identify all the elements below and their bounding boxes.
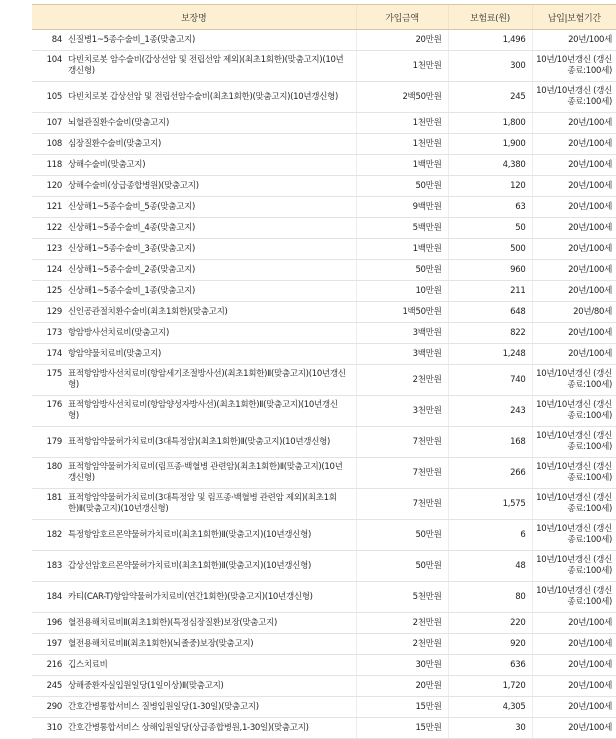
coverage-cell: [32, 30, 356, 51]
amount-cell: 1백만원: [356, 155, 448, 176]
row-number: 129: [46, 306, 62, 317]
table-row: [32, 582, 616, 613]
table-row: [32, 458, 616, 489]
premium-cell: 80: [448, 582, 532, 613]
table-row: [32, 551, 616, 582]
coverage-cell: [32, 697, 356, 718]
coverage-name: 카티(CAR-T)항암약물허가치료비(연간1회한)(맞춤고지)(10년갱신형): [68, 591, 313, 602]
coverage-name: 신상해1~5종수술비_4종(맞춤고지): [68, 222, 196, 233]
term-cell: 20년/100세: [532, 30, 616, 51]
coverage-cell: [32, 613, 356, 634]
coverage-cell: [32, 365, 356, 396]
coverage-name: 항암약물치료비(맞춤고지): [68, 348, 162, 359]
coverage-name: 혈전용해치료비Ⅱ(최초1회한)(뇌졸중)보장(맞춤고지): [68, 638, 254, 649]
term-cell: 10년/10년갱신 (갱신종료:100세): [532, 458, 616, 489]
amount-cell: 5백만원: [356, 218, 448, 239]
row-number: 107: [46, 117, 62, 128]
table-row: [32, 82, 616, 113]
coverage-name: 간호간병통합서비스 상해입원일당(상급종합병원,1-30일)(맞춤고지): [68, 722, 309, 733]
amount-cell: 9백만원: [356, 197, 448, 218]
coverage-name: 항암방사선치료비(맞춤고지): [68, 327, 169, 338]
amount-cell: 3천만원: [356, 396, 448, 427]
coverage-name: 신상해1~5종수술비_1종(맞춤고지): [68, 285, 196, 296]
amount-cell: 20만원: [356, 676, 448, 697]
premium-cell: 6: [448, 520, 532, 551]
coverage-cell: [32, 197, 356, 218]
coverage-cell: [32, 427, 356, 458]
coverage-cell: [32, 281, 356, 302]
premium-cell: 120: [448, 176, 532, 197]
coverage-name: 뇌혈관질환수술비(맞춤고지): [68, 117, 169, 128]
coverage-name: 표적항암방사선치료비(항암세기조절방사선)(최초1회한)Ⅱ(맞춤고지)(10년갱신형): [68, 369, 346, 390]
premium-cell: 740: [448, 365, 532, 396]
table-row: [32, 718, 616, 739]
term-cell: 10년/10년갱신 (갱신종료:100세): [532, 396, 616, 427]
premium-cell: 220: [448, 613, 532, 634]
premium-cell: 960: [448, 260, 532, 281]
coverage-name: 신상해1~5종수술비_2종(맞춤고지): [68, 264, 196, 275]
amount-cell: 10만원: [356, 281, 448, 302]
coverage-cell: [32, 634, 356, 655]
amount-cell: 1백만원: [356, 239, 448, 260]
term-cell: 10년/10년갱신 (갱신종료:100세): [532, 520, 616, 551]
table-row: [32, 396, 616, 427]
row-number: 84: [51, 34, 62, 45]
header-coverage-name: 보장명: [32, 5, 356, 30]
premium-cell: 48: [448, 551, 532, 582]
premium-cell: 4,305: [448, 697, 532, 718]
table-row: [32, 302, 616, 323]
term-cell: 20년/100세: [532, 218, 616, 239]
coverage-name: 신상해1~5종수술비_3종(맞춤고지): [68, 243, 196, 254]
amount-cell: 50만원: [356, 551, 448, 582]
table-row: [32, 113, 616, 134]
coverage-cell: [32, 239, 356, 260]
table-row: [32, 260, 616, 281]
term-cell: 20년/100세: [532, 697, 616, 718]
amount-cell: 30만원: [356, 655, 448, 676]
coverage-cell: [32, 176, 356, 197]
table-row: [32, 176, 616, 197]
amount-cell: 7천만원: [356, 427, 448, 458]
amount-cell: 7천만원: [356, 458, 448, 489]
amount-cell: 20만원: [356, 30, 448, 51]
coverage-table-container: [32, 4, 612, 739]
amount-cell: 1백50만원: [356, 302, 448, 323]
row-number: 182: [46, 529, 62, 540]
coverage-cell: [32, 676, 356, 697]
table-header: [32, 5, 616, 30]
coverage-cell: [32, 396, 356, 427]
amount-cell: 1천만원: [356, 51, 448, 82]
premium-cell: 500: [448, 239, 532, 260]
table-row: [32, 489, 616, 520]
coverage-name: 갑상선암호르몬약물허가치료비(최초1회한)Ⅱ(맞춤고지)(10년갱신형): [68, 560, 311, 571]
premium-cell: 822: [448, 323, 532, 344]
premium-cell: 211: [448, 281, 532, 302]
table-body: [32, 30, 616, 739]
row-number: 125: [46, 285, 62, 296]
coverage-cell: [32, 718, 356, 739]
premium-cell: 30: [448, 718, 532, 739]
premium-cell: 245: [448, 82, 532, 113]
row-number: 183: [46, 560, 62, 571]
row-number: 184: [46, 591, 62, 602]
premium-cell: 266: [448, 458, 532, 489]
coverage-name: 상해수술비(상급종합병원)(맞춤고지): [68, 180, 199, 191]
premium-cell: 1,900: [448, 134, 532, 155]
term-cell: 20년/100세: [532, 613, 616, 634]
table-row: [32, 613, 616, 634]
coverage-name: 다빈치로봇 갑상선암 및 전립선암수술비(최초1회한)(맞춤고지)(10년갱신형): [68, 91, 339, 102]
term-cell: 20년/100세: [532, 676, 616, 697]
amount-cell: 15만원: [356, 718, 448, 739]
amount-cell: 7천만원: [356, 489, 448, 520]
coverage-cell: [32, 520, 356, 551]
row-number: 108: [46, 138, 62, 149]
row-number: 216: [46, 659, 62, 670]
term-cell: 10년/10년갱신 (갱신종료:100세): [532, 489, 616, 520]
premium-cell: 243: [448, 396, 532, 427]
amount-cell: 1천만원: [356, 113, 448, 134]
table-row: [32, 155, 616, 176]
header-premium: 보험료(원): [448, 5, 532, 30]
coverage-name: 신상해1~5종수술비_5종(맞춤고지): [68, 201, 196, 212]
coverage-name: 특정항암호르몬약물허가치료비(최초1회한)Ⅱ(맞춤고지)(10년갱신형): [68, 529, 311, 540]
premium-cell: 1,720: [448, 676, 532, 697]
table-row: [32, 51, 616, 82]
table-row: [32, 218, 616, 239]
premium-cell: 300: [448, 51, 532, 82]
row-number: 123: [46, 243, 62, 254]
row-number: 122: [46, 222, 62, 233]
premium-cell: 1,496: [448, 30, 532, 51]
row-number: 174: [46, 348, 62, 359]
row-number: 173: [46, 327, 62, 338]
coverage-name: 심장질환수술비(맞춤고지): [68, 138, 162, 149]
table-row: [32, 676, 616, 697]
table-row: [32, 520, 616, 551]
premium-cell: 50: [448, 218, 532, 239]
amount-cell: 2천만원: [356, 365, 448, 396]
term-cell: 20년/80세: [532, 302, 616, 323]
header-amount: 가입금액: [356, 5, 448, 30]
row-number: 120: [46, 180, 62, 191]
coverage-cell: [32, 655, 356, 676]
table-row: [32, 344, 616, 365]
coverage-cell: [32, 260, 356, 281]
row-number: 105: [46, 91, 62, 102]
table-row: [32, 697, 616, 718]
premium-cell: 1,248: [448, 344, 532, 365]
term-cell: 20년/100세: [532, 134, 616, 155]
coverage-cell: [32, 344, 356, 365]
amount-cell: 5천만원: [356, 582, 448, 613]
amount-cell: 2천만원: [356, 634, 448, 655]
row-number: 176: [46, 400, 62, 410]
coverage-name: 표적항암방사선치료비(항암양성자방사선)(최초1회한)Ⅱ(맞춤고지)(10년갱신형): [68, 400, 338, 421]
term-cell: 20년/100세: [532, 260, 616, 281]
coverage-name: 상해수술비(맞춤고지): [68, 159, 146, 170]
amount-cell: 50만원: [356, 520, 448, 551]
term-cell: 20년/100세: [532, 281, 616, 302]
term-cell: 10년/10년갱신 (갱신종료:100세): [532, 82, 616, 113]
term-cell: 10년/10년갱신 (갱신종료:100세): [532, 51, 616, 82]
term-cell: 20년/100세: [532, 718, 616, 739]
row-number: 245: [46, 680, 62, 691]
premium-cell: 1,800: [448, 113, 532, 134]
term-cell: 20년/100세: [532, 655, 616, 676]
coverage-cell: [32, 489, 356, 520]
header-term: 납입|보험기간: [532, 5, 616, 30]
coverage-name: 혈전용해치료비Ⅱ(최초1회한)(특정심장질환)보장(맞춤고지): [68, 617, 278, 628]
table-row: [32, 427, 616, 458]
amount-cell: 1천만원: [356, 134, 448, 155]
coverage-name: 표적항암약물허가치료비(3대특정암 및 림프종·백혈병 관련암 제외)(최초1회한)Ⅱ(맞춤고지)(10년갱신형): [68, 493, 337, 514]
coverage-cell: [32, 113, 356, 134]
row-number: 121: [46, 201, 62, 212]
row-number: 124: [46, 264, 62, 275]
term-cell: 20년/100세: [532, 323, 616, 344]
term-cell: 20년/100세: [532, 176, 616, 197]
row-number: 175: [46, 369, 62, 379]
coverage-name: 신질병1~5종수술비_1종(맞춤고지): [68, 34, 196, 45]
term-cell: 10년/10년갱신 (갱신종료:100세): [532, 365, 616, 396]
coverage-name: 다빈치로봇 암수술비(갑상선암 및 전립선암 제외)(최초1회한)(맞춤고지)(10년갱신형): [68, 55, 344, 76]
table-row: [32, 634, 616, 655]
row-number: 196: [46, 617, 62, 628]
coverage-name: 간호간병통합서비스 질병입원일당(1-30일)(맞춤고지): [68, 701, 259, 712]
term-cell: 10년/10년갱신 (갱신종료:100세): [532, 582, 616, 613]
row-number: 310: [46, 722, 62, 733]
coverage-name: 상해중환자실입원일당(1일이상)Ⅱ(맞춤고지): [68, 680, 224, 691]
term-cell: 10년/10년갱신 (갱신종료:100세): [532, 427, 616, 458]
term-cell: 20년/100세: [532, 344, 616, 365]
row-number: 118: [46, 159, 62, 170]
coverage-cell: [32, 551, 356, 582]
term-cell: 20년/100세: [532, 634, 616, 655]
term-cell: 20년/100세: [532, 197, 616, 218]
row-number: 179: [46, 436, 62, 447]
premium-cell: 636: [448, 655, 532, 676]
premium-cell: 4,380: [448, 155, 532, 176]
premium-cell: 648: [448, 302, 532, 323]
coverage-cell: [32, 323, 356, 344]
term-cell: 20년/100세: [532, 113, 616, 134]
table-row: [32, 281, 616, 302]
row-number: 181: [46, 493, 62, 503]
coverage-name: 표적항암약물허가치료비(림프종·백혈병 관련암)(최초1회한)Ⅱ(맞춤고지)(10년갱신형): [68, 462, 343, 483]
row-number: 197: [46, 638, 62, 649]
table-row: [32, 323, 616, 344]
amount-cell: 50만원: [356, 176, 448, 197]
coverage-cell: [32, 302, 356, 323]
coverage-cell: [32, 134, 356, 155]
coverage-cell: [32, 218, 356, 239]
table-row: [32, 365, 616, 396]
coverage-cell: [32, 155, 356, 176]
coverage-cell: [32, 51, 356, 82]
premium-cell: 920: [448, 634, 532, 655]
coverage-cell: [32, 582, 356, 613]
coverage-cell: [32, 458, 356, 489]
premium-cell: 1,575: [448, 489, 532, 520]
coverage-name: 표적항암약물허가치료비(3대특정암)(최초1회한)Ⅱ(맞춤고지)(10년갱신형): [68, 436, 331, 447]
premium-cell: 168: [448, 427, 532, 458]
amount-cell: 3백만원: [356, 323, 448, 344]
row-number: 180: [46, 462, 62, 472]
row-number: 290: [46, 701, 62, 712]
row-number: 104: [46, 55, 62, 65]
amount-cell: 2천만원: [356, 613, 448, 634]
coverage-name: 신인공관절치환수술비(최초1회한)(맞춤고지): [68, 306, 228, 317]
amount-cell: 50만원: [356, 260, 448, 281]
table-row: [32, 239, 616, 260]
premium-cell: 63: [448, 197, 532, 218]
coverage-table: [32, 4, 616, 739]
amount-cell: 3백만원: [356, 344, 448, 365]
amount-cell: 15만원: [356, 697, 448, 718]
term-cell: 20년/100세: [532, 239, 616, 260]
table-row: [32, 197, 616, 218]
amount-cell: 2백50만원: [356, 82, 448, 113]
coverage-cell: [32, 82, 356, 113]
table-row: [32, 134, 616, 155]
term-cell: 10년/10년갱신 (갱신종료:100세): [532, 551, 616, 582]
table-row: [32, 30, 616, 51]
coverage-name: 깁스치료비: [68, 659, 108, 670]
term-cell: 20년/100세: [532, 155, 616, 176]
table-row: [32, 655, 616, 676]
